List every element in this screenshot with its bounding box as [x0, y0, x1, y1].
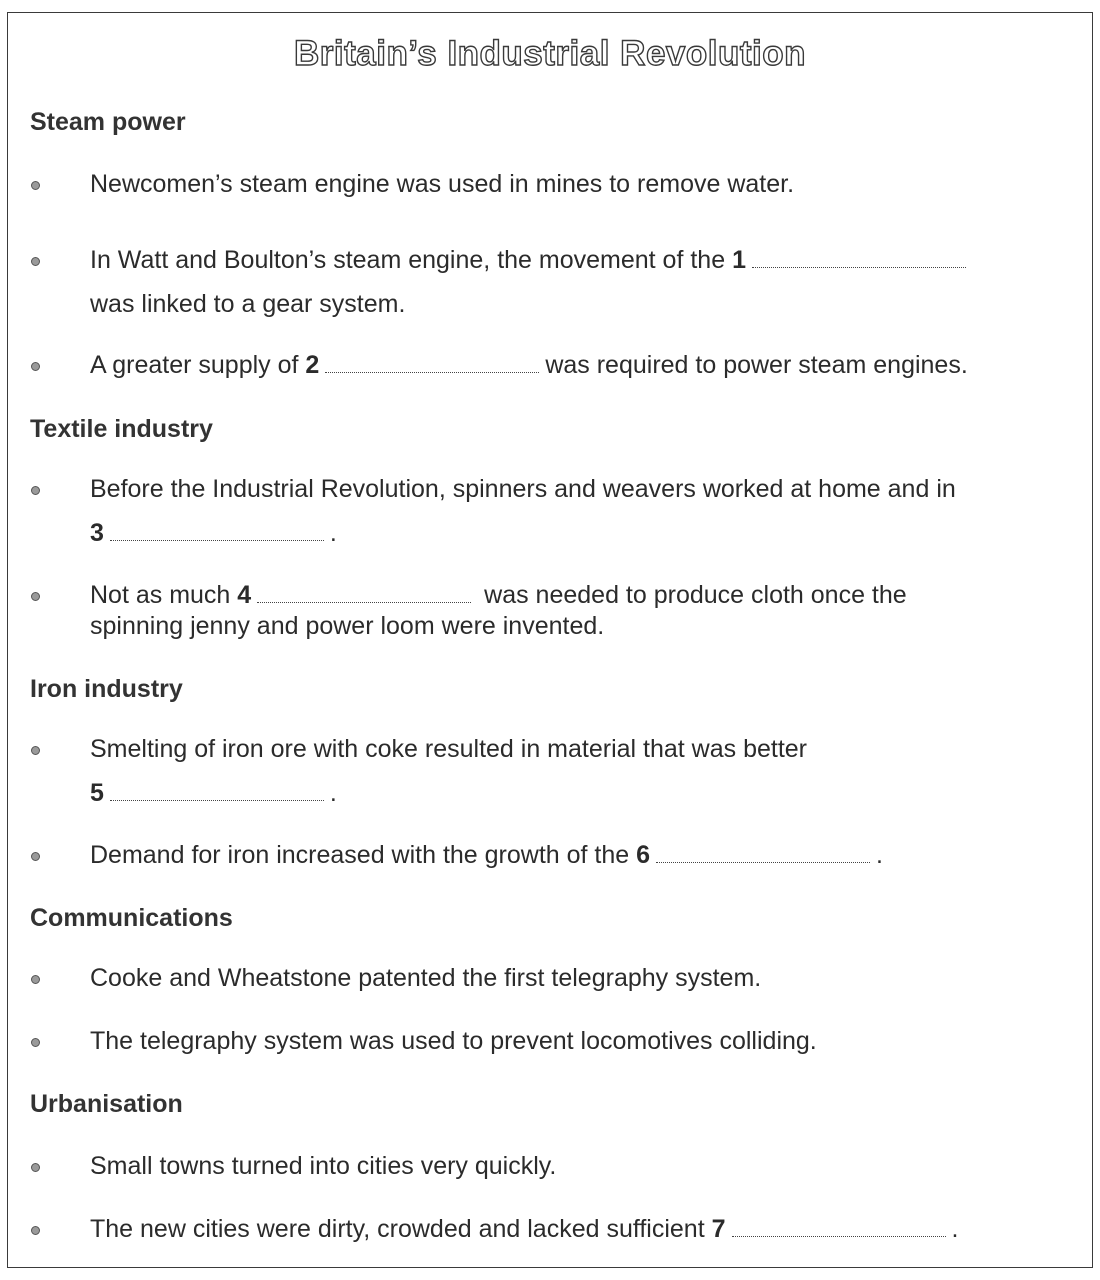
bullet-icon	[31, 486, 40, 495]
gap-number-7: 7	[711, 1215, 726, 1243]
answer-gap-4[interactable]	[257, 602, 471, 603]
answer-gap-2[interactable]	[325, 372, 539, 373]
answer-gap-3[interactable]	[110, 540, 324, 541]
section-heading-urbanisation: Urbanisation	[30, 1090, 183, 1118]
bullet-icon	[31, 181, 40, 190]
list-item: Smelting of iron ore with coke resulted in material that was better	[90, 735, 808, 763]
bullet-icon	[31, 362, 40, 371]
section-heading-iron-industry: Iron industry	[30, 675, 183, 703]
gap-number-3: 3	[90, 519, 104, 547]
bullet-icon	[31, 257, 40, 266]
bullet-icon	[31, 852, 40, 861]
bullet-icon	[31, 975, 40, 984]
answer-gap-1[interactable]	[752, 267, 966, 268]
list-item	[90, 246, 972, 275]
gap-number-4: 4	[237, 581, 252, 609]
answer-gap-5[interactable]	[110, 800, 324, 801]
list-item: Newcomen’s steam engine was used in mines to remove water.	[90, 170, 795, 198]
list-item: The telegraphy system was used to prevent locomotives colliding.	[90, 1027, 817, 1055]
item-continuation: spinning jenny and power loom were invented.	[90, 612, 605, 640]
list-item	[90, 581, 907, 610]
gap-number-6: 6	[636, 841, 651, 869]
section-heading-steam-power: Steam power	[30, 108, 186, 136]
gap-number-5: 5	[90, 779, 104, 807]
section-heading-communications: Communications	[30, 904, 233, 932]
list-item	[90, 841, 883, 870]
answer-gap-6[interactable]	[656, 862, 870, 863]
page-title: Britain’s Industrial Revolution	[293, 34, 807, 73]
section-heading-textile-industry: Textile industry	[30, 415, 213, 443]
bullet-icon	[31, 592, 40, 601]
gap-number-1: 1	[732, 246, 746, 274]
item-text: .	[951, 1215, 959, 1243]
item-continuation	[90, 519, 337, 548]
bullet-icon	[31, 1038, 40, 1047]
item-text: The new cities were dirty, crowded and lacked sufficient	[90, 1215, 705, 1243]
bullet-icon	[31, 746, 40, 755]
item-continuation: was linked to a gear system.	[90, 290, 406, 318]
item-text: A greater supply of	[90, 351, 299, 379]
item-text: .	[329, 519, 337, 547]
list-item: Cooke and Wheatstone patented the first telegraphy system.	[90, 964, 762, 992]
bullet-icon	[31, 1226, 40, 1235]
item-text: Not as much	[90, 581, 231, 609]
item-text: .	[329, 779, 337, 807]
bullet-icon	[31, 1163, 40, 1172]
item-text: was needed to produce cloth once the	[484, 581, 907, 609]
list-item: Before the Industrial Revolution, spinners and weavers worked at home and in	[90, 475, 956, 503]
item-continuation	[90, 779, 337, 808]
item-text: Demand for iron increased with the growth of the	[90, 841, 630, 869]
list-item: Small towns turned into cities very quickly.	[90, 1152, 557, 1180]
answer-gap-7[interactable]	[732, 1236, 946, 1237]
item-text: .	[876, 841, 883, 869]
list-item	[90, 1215, 958, 1244]
item-text: In Watt and Boulton’s steam engine, the movement of the	[90, 246, 726, 274]
gap-number-2: 2	[305, 351, 320, 379]
list-item	[90, 351, 968, 380]
item-text: was required to power steam engines.	[545, 351, 968, 379]
